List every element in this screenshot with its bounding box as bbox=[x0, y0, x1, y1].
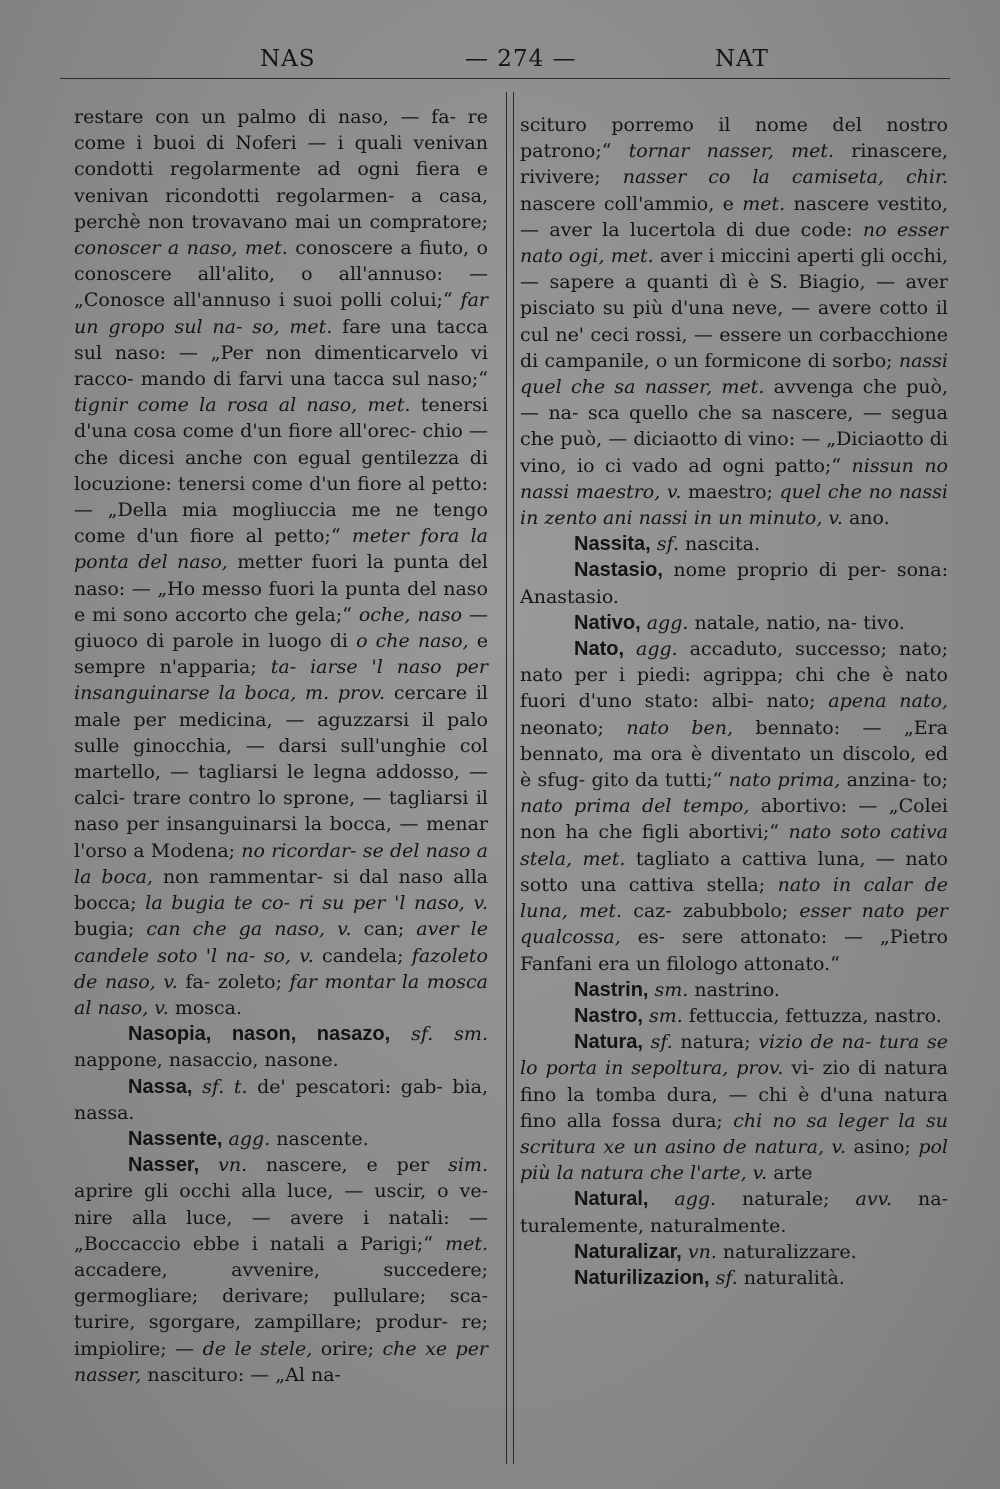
headword: Nasopia, nason, nasazo, bbox=[128, 1023, 391, 1046]
running-header bbox=[70, 46, 950, 78]
entry-nassente: Nassente, agg. nascente. bbox=[128, 1127, 369, 1150]
column-divider bbox=[506, 92, 514, 1464]
entry-nastro: Nastro, sm. fettuccia, fettuzza, nastro. bbox=[574, 1004, 942, 1027]
headword: Nastrin, bbox=[574, 978, 649, 1001]
headword: Nasser, bbox=[128, 1154, 200, 1177]
right-column bbox=[520, 112, 948, 1291]
headword: Nato, bbox=[574, 638, 624, 661]
headword: Nassa, bbox=[128, 1075, 193, 1098]
entry-nasser-continuation: scituro porremo il nome del nostro patrono;“ tornar nasser, met. rinascere, rivivere; nasser co la camiseta, chir. nascere coll'ammio, e met. nascere vestito, — aver la lucertola di due code: no esser nato ogi, met. aver i miccini aperti gli occhi, — sapere a quanti dì è S. Biagio, — aver pisciato su più d'una neve, — avere cotto il cul ne' ceci rossi, — essere un corbacchione di campanile, o un formicone di sorbo; nassi quel che sa nasser, met. avvenga che può, — na- sca quello che sa nascere, — segua che può, — diciaotto di vino: — „Diciaotto di vino, io ci vado ad ogni patto;“ nissun no nassi maestro, v. maestro; quel che no nassi in zento ani nassi in un minuto, v. ano. bbox=[520, 114, 948, 530]
entry-nato: Nato, agg. accaduto, successo; nato; nato per i piedi: agrippa; chi che è nato fuori d'uno stato: albi- nato; apena nato, neonato; nato ben, bennato: — „Era bennato, ma ora è diventato un discolo, ed è sfug- gito da tutti;“ nato prima, anzina- to; nato prima del tempo, abortivo: — „Colei non ha che figli abortivi;“ nato soto cativa stela, met. tagliato a cattiva luna, — nato sotto una cattiva stella; nato in calar de luna, met. caz- zabubbolo; esser nato per qualcossa, es- sere attonato: — „Pietro Fanfani era un filologo attonato.“ bbox=[520, 638, 949, 975]
entry-naturilizazion: Naturilizazion, sf. naturalità. bbox=[574, 1266, 845, 1289]
headword: Naturalizar, bbox=[574, 1240, 682, 1263]
entry-nassa: Nassa, sf. t. de' pescatori: gab- bia, nassa. bbox=[74, 1075, 488, 1124]
entry-natural: Natural, agg. naturale; avv. na- turalemente, naturalmente. bbox=[520, 1188, 948, 1237]
header-rule bbox=[60, 78, 950, 79]
headword: Nassente, bbox=[128, 1127, 223, 1150]
headword: Nastasio, bbox=[574, 559, 663, 582]
entry-nastasio: Nastasio, nome proprio di per- sona: Anastasio. bbox=[520, 559, 948, 608]
header-right-guideword: NAT bbox=[715, 46, 769, 72]
headword: Natural, bbox=[574, 1188, 649, 1211]
entry-natura: Natura, sf. natura; vizio de na- tura se lo porta in sepoltura, prov. vi- zio di natura fino la tomba dura, — chi è d'una natura fino alla fossa dura; chi no sa leger la su scritura xe un asino de natura, v. asino; pol più la natura che l'arte, v. arte bbox=[520, 1031, 949, 1185]
entry-nassita: Nassita, sf. nascita. bbox=[574, 533, 760, 556]
headword: Nativo, bbox=[574, 611, 641, 634]
headword: Nastro, bbox=[574, 1004, 643, 1027]
entry-nastrin: Nastrin, sm. nastrino. bbox=[574, 978, 780, 1001]
headword: Natura, bbox=[574, 1031, 643, 1054]
entry-nasser: Nasser, vn. nascere, e per sim. aprire gli occhi alla luce, — uscir, o ve- nire alla luce, — avere i natali: — „Boccaccio ebbe i natali a Parigi;“ met. accadere, avvenire, succedere; germogliare; derivare; pullulare; sca- turire, sgorgare, zampillare; produr- re; impiolire; — de le stele, orire; che xe per nasser, nascituro: — „Al na- bbox=[74, 1154, 489, 1386]
entry-nasopia: Nasopia, nason, nasazo, sf. sm. nappone, nasaccio, nasone. bbox=[74, 1023, 488, 1072]
entry-nativo: Nativo, agg. natale, natio, na- tivo. bbox=[574, 611, 905, 634]
left-column bbox=[74, 104, 488, 1388]
entry-naturalizar: Naturalizar, vn. naturalizzare. bbox=[574, 1240, 857, 1263]
headword: Nassita, bbox=[574, 533, 651, 556]
headword: Naturilizazion, bbox=[574, 1266, 710, 1289]
entry-naso-continuation: restare con un palmo di naso, — fa- re come i buoi di Noferi — i quali venivan condotti regolarmente ad ogni fiera e venivan ricondotti regolarmen- a casa, perchè non trovavano mai un compratore; conoscer a naso, met. conoscere a fiuto, o conoscere all'alito, o all'annuso: — „Conosce all'annuso i suoi polli colui;“ far un gropo sul na- so, met. fare una tacca sul naso: — „Per non dimenticarvelo vi racco- mando di farvi una tacca sul naso;“ tignir come la rosa al naso, met. tenersi d'una cosa come d'un fiore all'orec- chio — che dicesi anche con egual gentilezza di locuzione: tenersi come d'un fiore al petto: — „Della mia mogliuccia me ne tengo come d'un fiore al petto;“ meter fora la ponta del naso, metter fuori la punta del naso: — „Ho messo fuori la punta del naso e mi sono accorto che gela;“ oche, naso — giuoco di parole in luogo di o che naso, e sempre n'apparia; ta- iarse 'l naso per insanguinarse la boca, m. prov. cercare il male per medicina, — aguzzarsi il palo sulle ginocchia, — darsi sull'unghie col martello, — tagliarsi le legna addosso, — calci- trare contro lo sprone, — tagliarsi il naso per insanguinarsi la bocca, — menar l'orso a Modena; no ricordar- se del naso a la boca, non rammentar- si dal naso alla bocca; la bugia te co- ri su per 'l naso, v. bugia; can che ga naso, v. can; aver le candele soto 'l na- so, v. candela; fazoleto de naso, v. fa- zoleto; far montar la mosca al naso, v. mosca. bbox=[74, 106, 489, 1019]
page-number: — 274 — bbox=[465, 46, 577, 72]
header-left-guideword: NAS bbox=[260, 46, 316, 72]
